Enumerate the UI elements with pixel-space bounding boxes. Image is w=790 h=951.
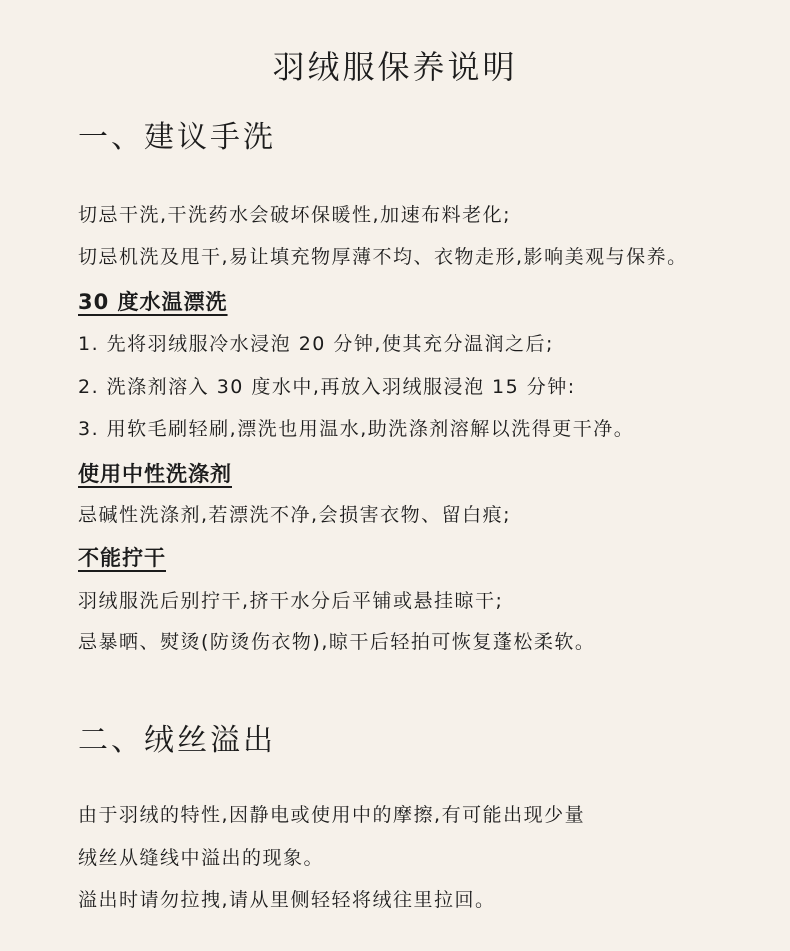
text-line: 切忌干洗,干洗药水会破坏保暖性,加速布料老化; bbox=[78, 204, 511, 226]
section-heading-down-leakage: 二、绒丝溢出 bbox=[78, 723, 276, 758]
text-line: 溢出时请勿拉拽,请从里侧轻轻将绒往里拉回。 bbox=[78, 889, 496, 911]
section-heading-hand-wash: 一、建议手洗 bbox=[78, 120, 276, 155]
text-line: 羽绒服洗后别拧干,挤干水分后平铺或悬挂晾干; bbox=[78, 590, 504, 612]
subheading-water-temperature: 30 度水温漂洗 bbox=[78, 290, 228, 314]
step-1: 1. 先将羽绒服冷水浸泡 20 分钟,使其充分温润之后; bbox=[78, 333, 554, 355]
text-line: 切忌机洗及甩干,易让填充物厚薄不均、衣物走形,影响美观与保养。 bbox=[78, 246, 688, 268]
text-line: 忌暴晒、熨烫(防烫伤衣物),晾干后轻拍可恢复蓬松柔软。 bbox=[78, 631, 596, 653]
text-line: 忌碱性洗涤剂,若漂洗不净,会损害衣物、留白痕; bbox=[78, 504, 511, 526]
subheading-neutral-detergent: 使用中性洗涤剂 bbox=[78, 462, 232, 486]
subheading-no-wringing: 不能拧干 bbox=[78, 546, 166, 570]
step-3: 3. 用软毛刷轻刷,漂洗也用温水,助洗涤剂溶解以洗得更干净。 bbox=[78, 418, 635, 440]
text-line: 绒丝从缝线中溢出的现象。 bbox=[78, 847, 325, 869]
text-line: 由于羽绒的特性,因静电或使用中的摩擦,有可能出现少量 bbox=[78, 804, 586, 826]
page-title: 羽绒服保养说明 bbox=[272, 48, 518, 86]
step-2: 2. 洗涤剂溶入 30 度水中,再放入羽绒服浸泡 15 分钟: bbox=[78, 376, 576, 398]
